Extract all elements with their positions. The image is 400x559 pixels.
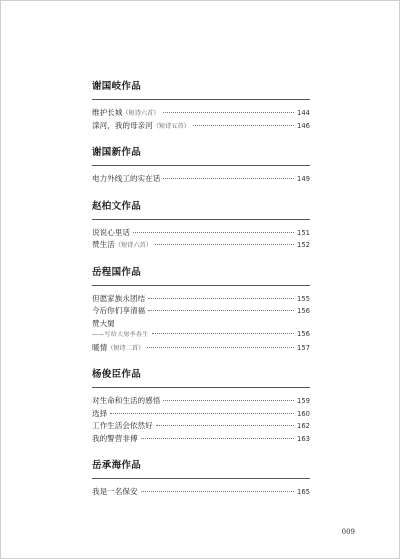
toc-entry[interactable] [92,329,310,342]
entry-page-number: 165 [297,488,310,496]
toc-entry[interactable] [92,120,310,133]
dot-leader [141,437,294,439]
dot-leader [156,424,294,426]
dot-leader [152,332,294,334]
entry-title: 对生命和生活的感悟 [92,396,161,405]
entry-page-number: 155 [297,294,310,303]
toc-entry[interactable] [92,395,310,408]
section-heading: 杨俊臣作品 [92,369,310,388]
toc-section [92,267,310,355]
entry-title: 选择 [92,408,108,418]
toc-entry[interactable] [92,173,310,186]
section-heading: 岳承海作品 [92,460,310,479]
entry-note: （短诗二首） [107,344,145,352]
entry-page-number: 159 [297,397,310,405]
entry-title: 滦河，我的母亲河 [92,120,153,130]
entry-title: 暖情 [92,342,108,352]
dot-leader [141,490,294,492]
entry-title: 今后你们享清福 [92,306,146,315]
toc-section [92,460,310,499]
entry-title: 但愿家族永团结 [92,293,146,303]
dot-leader [193,124,294,126]
entry-page-number: 162 [297,422,310,430]
toc-entry[interactable] [92,227,310,240]
toc-entry[interactable] [92,107,310,120]
toc-entry[interactable] [92,486,310,499]
entry-page-number: 152 [297,241,310,249]
toc-entry[interactable] [92,318,310,330]
toc-entry[interactable] [92,305,310,318]
toc-entry[interactable] [92,293,310,306]
entry-title: 赞大舅 [92,318,115,328]
toc-section [92,81,310,132]
entry-note: （短诗六首） [114,242,152,249]
entry-title: 说说心里话 [92,227,130,237]
toc-entry[interactable] [92,342,310,355]
entry-title: 我的警营非傅 [92,433,138,443]
dot-leader [155,243,294,245]
section-heading: 岳程国作品 [92,267,310,286]
entry-page-number: 144 [297,109,310,117]
entry-title: 工作生活会依然好 [92,421,153,430]
dot-leader [148,309,294,311]
toc-section [92,369,310,445]
section-heading: 赵柏文作品 [92,201,310,220]
table-of-contents [92,81,310,499]
section-heading: 谢国岐作品 [92,81,310,100]
entry-note: （短诗五首） [152,122,190,130]
toc-entry[interactable] [92,420,310,433]
entry-subtitle: ——写给大舅李春生 [92,332,149,338]
entry-note: （短诗六首） [122,110,160,117]
dot-leader [110,412,294,414]
page-number: 009 [341,528,355,536]
entry-title: 电力外线工的实在话 [92,174,161,183]
entry-page-number: 146 [297,121,310,130]
toc-entry[interactable] [92,433,310,446]
entry-page-number: 160 [297,409,310,418]
entry-page-number: 151 [297,228,310,237]
dot-leader [163,111,295,113]
entry-page-number: 163 [297,434,310,443]
dot-leader [148,297,294,299]
dot-leader [163,177,294,179]
entry-page-number: 156 [297,307,310,315]
entry-title: 赞生活 [92,240,115,249]
toc-section [92,147,310,186]
dot-leader [133,231,294,233]
entry-title: 我是一名保安 [92,487,138,496]
entry-page-number: 149 [297,175,310,183]
toc-entry[interactable] [92,408,310,421]
toc-entry[interactable] [92,239,310,252]
entry-page-number: 156 [297,330,310,338]
entry-page-number: 157 [297,343,310,352]
dot-leader [147,346,294,348]
entry-title: 维护长城 [92,108,123,117]
dot-leader [163,399,294,401]
section-heading: 谢国新作品 [92,147,310,166]
toc-section [92,201,310,252]
